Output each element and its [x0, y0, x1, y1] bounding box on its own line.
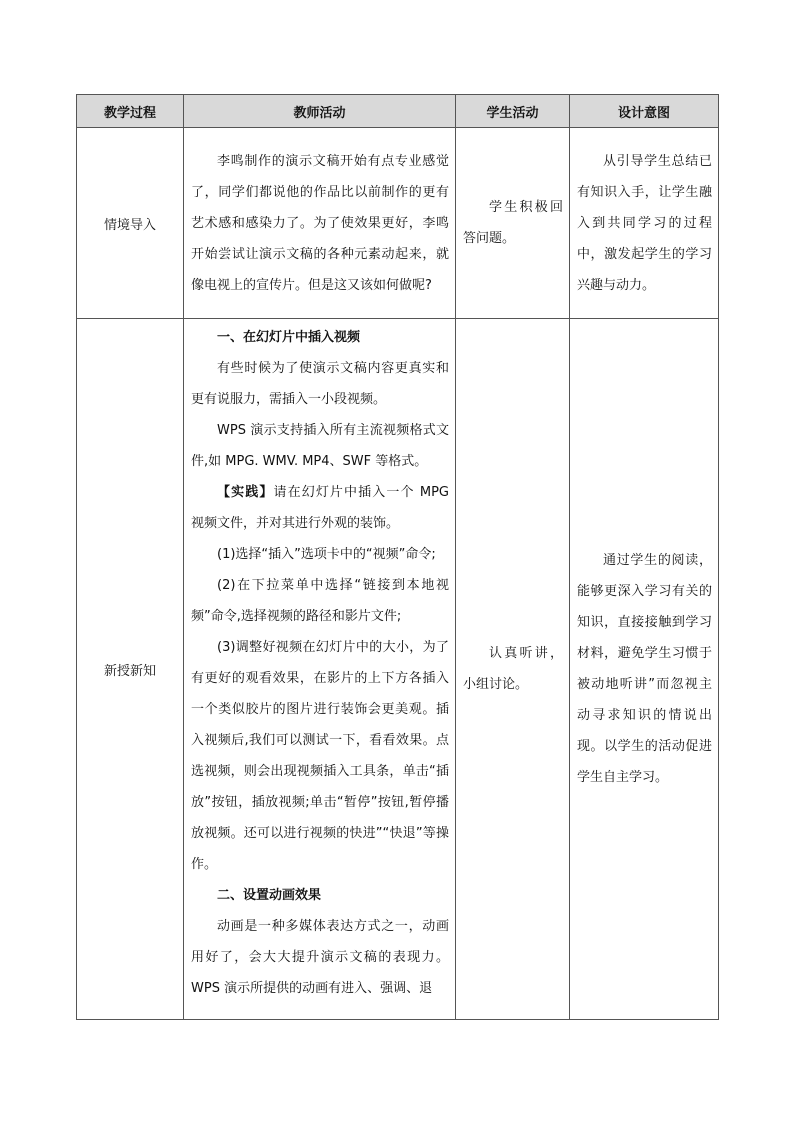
header-student-activity: 学生活动	[456, 95, 570, 128]
student-activity-text: 学生积极回答问题。	[463, 200, 563, 246]
step-item: (2)在下拉菜单中选择“链接到本地视频”命令,选择视频的路径和影片文件;	[191, 578, 449, 624]
teacher-activity-cell	[184, 319, 456, 1020]
step-item: (3)调整好视频在幻灯片中的大小，为了有更好的观看效果，在影片的上下方各插入一个类似胶片的图片进行装饰会更美观。插入视频后,我们可以测试一下，看看效果。点选视频，则会出现视频插入工具条，单击“插放”按钮，插放视频;单击“暂停”按钮,暂停播放视频。还可以进行视频的快进”“快退”等操作。	[191, 640, 449, 872]
lesson-plan-table	[76, 94, 719, 1020]
header-teacher-activity: 教师活动	[184, 95, 456, 128]
step-item: (1)选择“插入”选项卡中的“视频”命令;	[217, 547, 436, 562]
design-intent-cell	[570, 319, 719, 1020]
teacher-paragraph: WPS 演示支持插入所有主流视频格式文件,如 MPG. WMV. MP4、SWF 等格式。	[191, 423, 449, 469]
table-row	[77, 128, 719, 319]
student-activity-cell	[456, 128, 570, 319]
teacher-paragraph: 有些时候为了使演示文稿内容更真实和更有说服力，需插入一小段视频。	[191, 361, 449, 407]
stage-cell: 新授新知	[77, 319, 184, 1020]
practice-tag: 【实践】	[217, 485, 274, 500]
teacher-paragraph: 李鸣制作的演示文稿开始有点专业感觉了，同学们都说他的作品比以前制作的更有艺术感和感染力了。为了使效果更好，李鸣开始尝试让演示文稿的各种元素动起来，就像电视上的宣传片。但是这又该如何做呢?	[191, 153, 449, 293]
section-heading: 二、设置动画效果	[217, 888, 322, 903]
teacher-paragraph: 动画是一种多媒体表达方式之一，动画用好了，会大大提升演示文稿的表现力。WPS 演示所提供的动画有进入、强调、退	[191, 919, 449, 996]
student-activity-text: 认真听讲，小组讨论。	[463, 646, 563, 692]
design-intent-cell	[570, 128, 719, 319]
design-intent-text: 从引导学生总结已有知识入手，让学生融入到共同学习的过程中，激发起学生的学习兴趣与动力。	[577, 153, 712, 293]
student-activity-cell	[456, 319, 570, 1020]
header-design-intent: 设计意图	[570, 95, 719, 128]
practice-paragraph	[191, 477, 449, 539]
design-intent-text: 通过学生的阅读，能够更深入学习有关的知识，直接接触到学习材料，避免学生习惯于被动地听讲”而忽视主动寻求知识的情说出现。以学生的活动促进学生自主学习。	[577, 553, 712, 785]
practice-text: 请在幻灯片中插入一个 MPG 视频文件，并对其进行外观的装饰。	[191, 485, 449, 531]
stage-cell: 情境导入	[77, 128, 184, 319]
section-heading: 一、在幻灯片中插入视频	[217, 330, 361, 345]
header-row	[77, 95, 719, 128]
table-row	[77, 319, 719, 1020]
teacher-activity-cell	[184, 128, 456, 319]
header-stage: 教学过程	[77, 95, 184, 128]
